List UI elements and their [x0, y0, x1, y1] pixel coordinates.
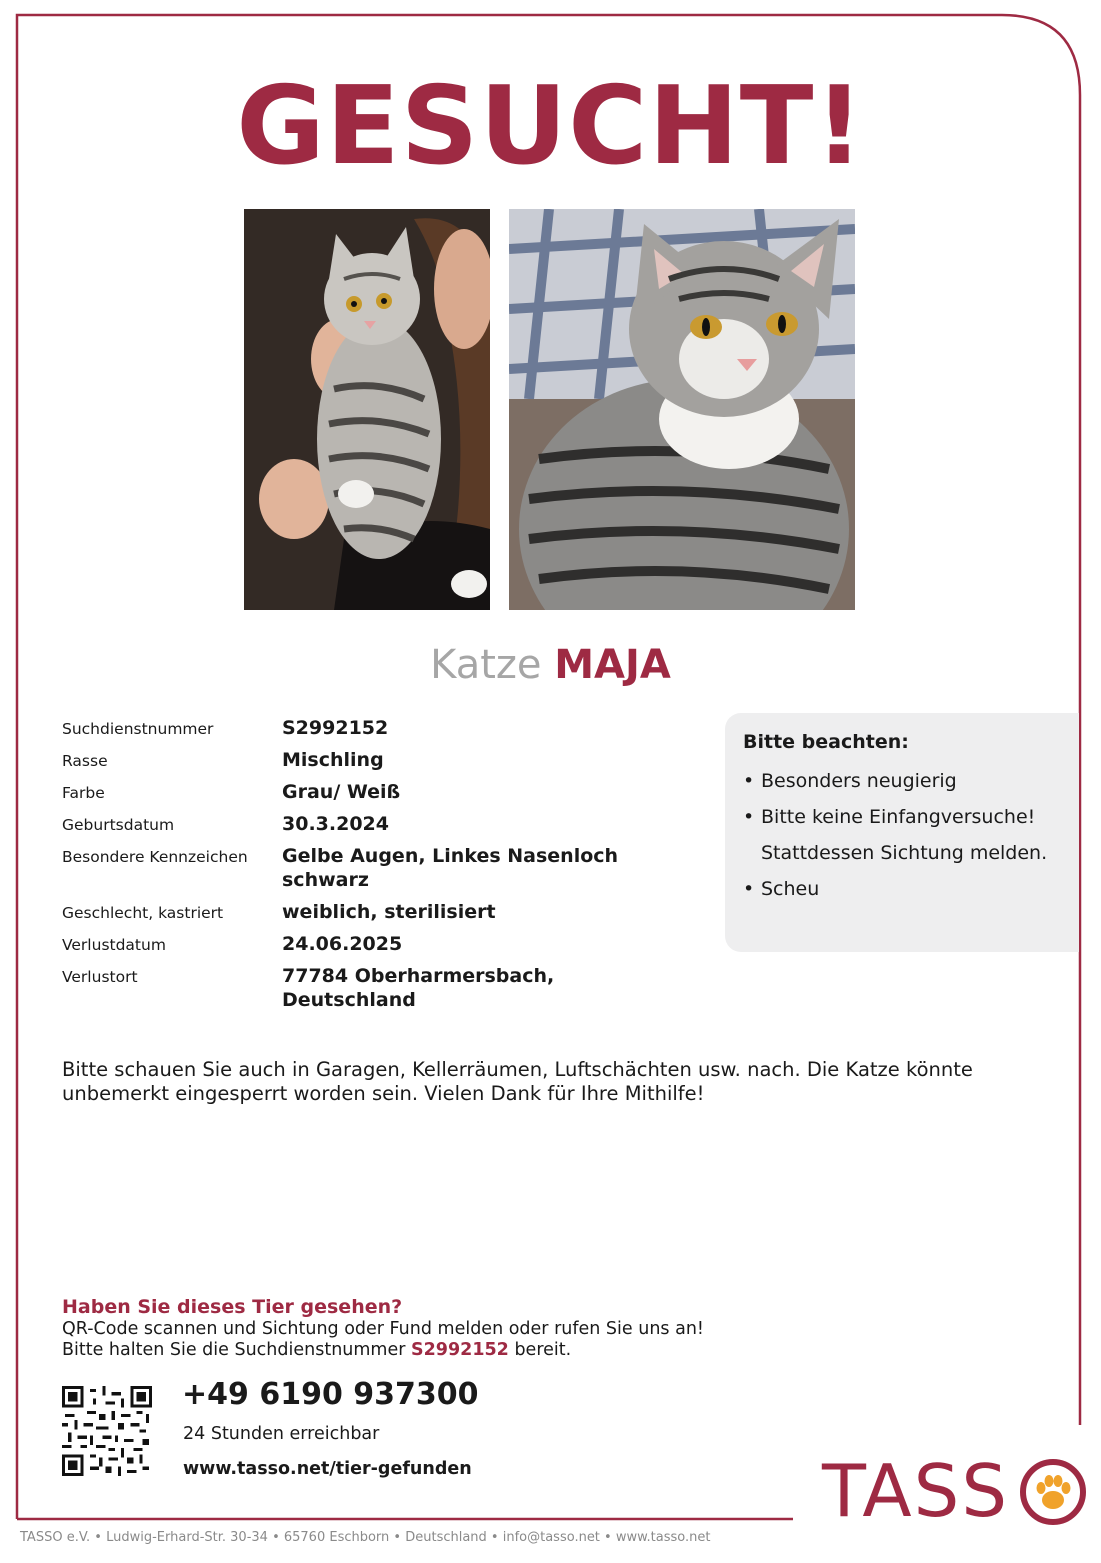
poster-title: GESUCHT! — [236, 64, 865, 189]
qr-code-icon[interactable] — [62, 1386, 152, 1476]
cat-photo-held — [244, 209, 490, 610]
contact-reference-pre: Bitte halten Sie die Suchdienstnummer — [62, 1340, 406, 1360]
detail-value: Gelbe Augen, Linkes Nasenloch schwarz — [282, 845, 619, 891]
detail-value: 30.3.2024 — [282, 813, 389, 835]
search-hint-paragraph: Bitte schauen Sie auch in Garagen, Kellerräumen, Luftschächten usw. nach. Die Katze könnte unbemerkt eingesperrt worden sein. Vielen Dank für Ihre Mithilfe! — [62, 1058, 973, 1105]
bullet-icon: • — [743, 878, 755, 900]
detail-label: Suchdienstnummer — [62, 720, 214, 738]
detail-row — [62, 812, 662, 836]
phone-number[interactable]: +49 6190 937300 — [182, 1377, 479, 1412]
detail-row — [62, 748, 662, 772]
paw-icon — [1017, 1456, 1089, 1528]
logo-wordmark: TASS — [822, 1449, 1010, 1533]
detail-row — [62, 964, 662, 1012]
bullet-icon: • — [743, 806, 755, 828]
detail-value: weiblich, sterilisiert — [282, 901, 496, 923]
detail-label: Farbe — [62, 784, 105, 802]
detail-value: 24.06.2025 — [282, 933, 403, 955]
notes-item — [743, 871, 1073, 907]
notes-item — [743, 799, 1073, 871]
notes-item — [743, 763, 1073, 799]
contact-search-number: S2992152 — [411, 1340, 509, 1360]
detail-value: 77784 Oberharmersbach, Deutschland — [282, 965, 555, 1011]
detail-row — [62, 900, 662, 924]
notes-item-text: Bitte keine Einfangversuche! Stattdessen Sichtung melden. — [761, 806, 1048, 864]
notes-item-text: Scheu — [761, 878, 820, 900]
detail-label: Geburtsdatum — [62, 816, 175, 834]
animal-heading — [0, 638, 1101, 692]
notes-list — [743, 763, 1073, 907]
detail-label: Rasse — [62, 752, 108, 770]
details-list — [62, 716, 662, 1020]
tasso-logo — [822, 1446, 1092, 1536]
contact-heading: Haben Sie dieses Tier gesehen? — [62, 1296, 403, 1318]
contact-instruction: QR-Code scannen und Sichtung oder Fund melden oder rufen Sie uns an! — [62, 1319, 704, 1339]
detail-value: S2992152 — [282, 717, 389, 739]
availability-note: 24 Stunden erreichbar — [183, 1424, 380, 1444]
detail-label: Geschlecht, kastriert — [62, 904, 224, 922]
detail-row — [62, 716, 662, 740]
footer-address: TASSO e.V. • Ludwig-Erhard-Str. 30-34 • 65760 Eschborn • Deutschland • info@tasso.net • www.tasso.net — [20, 1530, 711, 1545]
contact-reference-post: bereit. — [514, 1340, 572, 1360]
bullet-icon: • — [743, 770, 755, 792]
notes-item-text: Besonders neugierig — [761, 770, 957, 792]
detail-label: Verlustort — [62, 968, 138, 986]
animal-name: MAJA — [554, 642, 671, 688]
contact-reference — [62, 1339, 571, 1361]
detail-value: Grau/ Weiß — [282, 781, 401, 803]
animal-species: Katze — [430, 642, 542, 688]
detail-value: Mischling — [282, 749, 384, 771]
cat-photo-closeup — [509, 209, 855, 610]
notes-title: Bitte beachten: — [743, 731, 909, 753]
detail-row — [62, 780, 662, 804]
detail-label: Besondere Kennzeichen — [62, 848, 248, 866]
website-link[interactable]: www.tasso.net/tier-gefunden — [183, 1459, 472, 1479]
detail-row — [62, 932, 662, 956]
detail-row — [62, 844, 662, 892]
notes-box — [725, 713, 1079, 952]
detail-label: Verlustdatum — [62, 936, 166, 954]
